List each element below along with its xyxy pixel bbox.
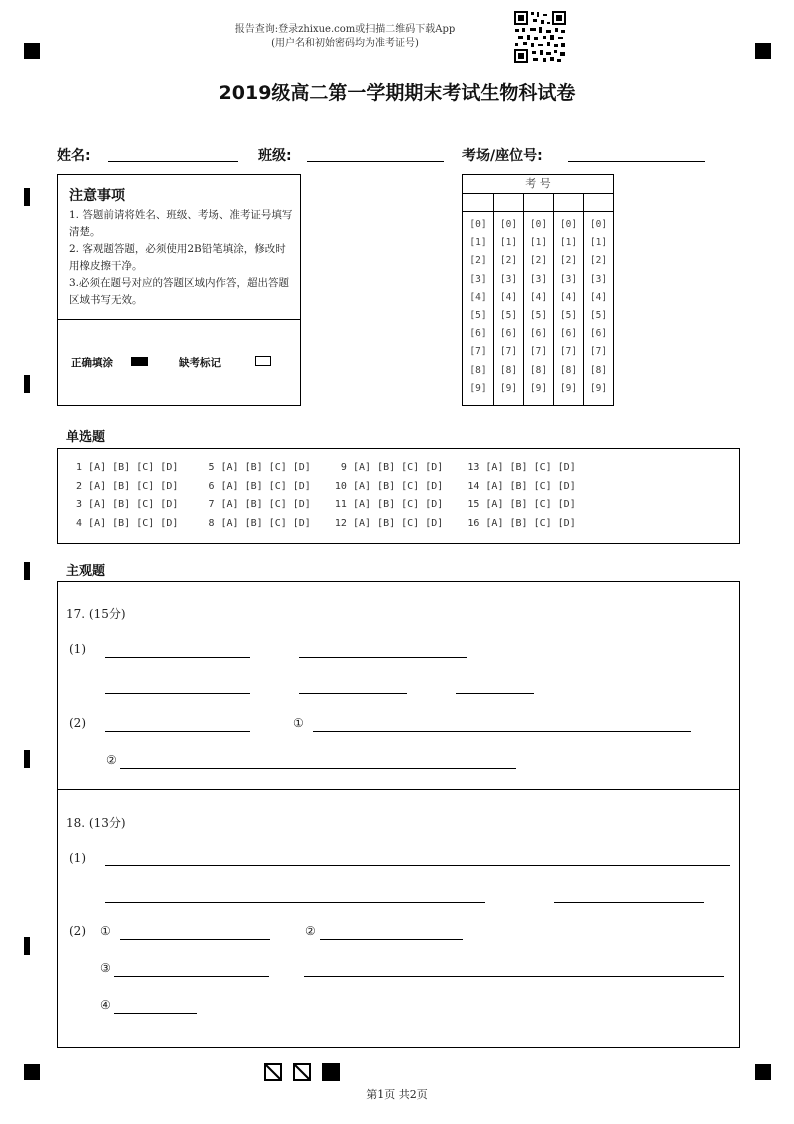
name-field[interactable]	[108, 161, 238, 162]
exam-number-bubble[interactable]: [9]	[469, 382, 487, 394]
answer-line[interactable]	[554, 902, 704, 903]
q17-part1-label: (1)	[69, 642, 86, 656]
notice-title: 注意事项	[69, 188, 125, 204]
q18-circled-2: ②	[305, 924, 316, 938]
exam-number-bubble[interactable]: [0]	[559, 219, 578, 230]
mc-section-title: 单选题	[66, 430, 106, 445]
exam-number-columns	[463, 193, 613, 405]
exam-number-bubble[interactable]: [9]	[499, 382, 518, 394]
absent-checkbox[interactable]	[255, 356, 271, 366]
exam-number-bubble[interactable]: [6]	[499, 328, 518, 340]
corner-mark-tr	[755, 43, 771, 59]
exam-number-bubble[interactable]: [8]	[529, 364, 548, 376]
timing-mark	[24, 937, 30, 955]
notice-item: 1. 答题前请将姓名、班级、考场、准考证号填写清楚。	[69, 209, 293, 238]
exam-number-bubble[interactable]: [5]	[529, 310, 548, 321]
exam-number-bubble[interactable]: [2]	[499, 255, 518, 267]
page-code-mark-empty	[264, 1063, 282, 1081]
exam-number-column	[493, 193, 523, 405]
mc-row[interactable]: 4 [A] [B] [C] [D] 8 [A] [B] [C] [D] 12 [A] [B] [C] [D] 16 [A] [B] [C] [D]	[70, 517, 576, 529]
exam-number-bubble[interactable]: [4]	[589, 291, 608, 303]
q17-circled-2: ②	[106, 753, 117, 767]
answer-line[interactable]	[105, 731, 250, 732]
q18-circled-3: ③	[100, 961, 111, 975]
corner-mark-bl	[24, 1064, 40, 1080]
exam-number-bubble[interactable]: [7]	[469, 346, 487, 358]
exam-number-bubble[interactable]: [6]	[559, 328, 578, 340]
timing-mark	[24, 750, 30, 768]
answer-line[interactable]	[105, 693, 250, 694]
mc-row[interactable]: 2 [A] [B] [C] [D] 6 [A] [B] [C] [D] 10 [A] [B] [C] [D] 14 [A] [B] [C] [D]	[70, 480, 576, 492]
header-line-2: (用户名和初始密码均为准考证号)	[271, 38, 419, 49]
class-label: 班级:	[258, 148, 292, 164]
q17-circled-1: ①	[293, 716, 304, 730]
exam-number-bubble[interactable]: [4]	[469, 291, 487, 303]
q18-heading: 18. (13分)	[66, 816, 126, 830]
exam-number-bubble[interactable]: [9]	[589, 382, 608, 394]
report-query-header	[200, 23, 490, 51]
name-label: 姓名:	[57, 148, 91, 164]
q18-circled-4: ④	[100, 998, 111, 1012]
answer-line[interactable]	[114, 1013, 197, 1014]
answer-line[interactable]	[120, 939, 270, 940]
notice-list	[69, 207, 293, 309]
answer-line[interactable]	[299, 657, 467, 658]
q18-part2-label: (2)	[69, 924, 86, 938]
subjective-section-title: 主观题	[66, 564, 106, 579]
exam-number-bubble[interactable]: [7]	[559, 346, 578, 358]
answer-line[interactable]	[105, 657, 250, 658]
exam-number-bubble[interactable]: [0]	[529, 219, 548, 230]
exam-number-bubble[interactable]: [5]	[589, 310, 608, 321]
exam-number-bubble[interactable]: [2]	[559, 255, 578, 267]
notice-divider	[58, 319, 300, 320]
exam-number-column	[523, 193, 553, 405]
exam-number-bubble[interactable]: [6]	[529, 328, 548, 340]
filled-example-label: 正确填涂	[71, 357, 113, 369]
exam-number-bubble[interactable]: [2]	[589, 255, 608, 267]
page-code-mark-filled	[322, 1063, 340, 1081]
qr-code	[513, 10, 567, 64]
exam-number-bubble[interactable]: [7]	[499, 346, 518, 358]
class-field[interactable]	[307, 161, 444, 162]
exam-number-bubble[interactable]: [3]	[469, 273, 487, 285]
exam-number-bubble[interactable]: [5]	[469, 310, 487, 321]
answer-line[interactable]	[456, 693, 534, 694]
absent-label: 缺考标记	[179, 357, 221, 369]
filled-example-mark	[131, 357, 148, 366]
exam-number-write-box[interactable]	[554, 193, 583, 212]
header-line-1: 报告查询:登录zhixue.com或扫描二维码下载App	[234, 24, 456, 35]
mc-row[interactable]: 3 [A] [B] [C] [D] 7 [A] [B] [C] [D] 11 [A] [B] [C] [D] 15 [A] [B] [C] [D]	[70, 499, 576, 510]
exam-number-bubble[interactable]: [4]	[499, 291, 518, 303]
exam-number-bubble[interactable]: [9]	[559, 382, 578, 394]
seat-field[interactable]	[568, 161, 705, 162]
exam-number-column	[463, 193, 493, 405]
exam-number-bubble[interactable]: [0]	[469, 219, 487, 230]
q17-part2-label: (2)	[69, 716, 86, 730]
q18-circled-1: ①	[100, 924, 111, 938]
exam-number-column	[583, 193, 613, 405]
page-code-mark-empty	[293, 1063, 311, 1081]
mc-row[interactable]: 1 [A] [B] [C] [D] 5 [A] [B] [C] [D] 9 [A] [B] [C] [D] 13 [A] [B] [C] [D]	[70, 462, 576, 473]
exam-number-bubble[interactable]: [7]	[589, 346, 608, 358]
exam-number-column	[553, 193, 583, 405]
question-divider	[58, 789, 739, 790]
corner-mark-tl	[24, 43, 40, 59]
answer-line[interactable]	[313, 731, 691, 732]
exam-number-bubble[interactable]: [1]	[589, 237, 608, 249]
exam-number-bubble[interactable]: [7]	[529, 346, 548, 358]
exam-number-bubble[interactable]: [4]	[559, 291, 578, 303]
exam-number-bubble[interactable]: [8]	[469, 364, 487, 376]
answer-line[interactable]	[120, 768, 516, 769]
page-title: 2019级高二第一学期期末考试生物科试卷	[218, 82, 576, 104]
exam-number-bubble[interactable]: [5]	[499, 310, 518, 321]
notice-item: 3.必须在题号对应的答题区域内作答，超出答题区域书写无效。	[69, 277, 290, 306]
exam-number-write-box[interactable]	[494, 193, 523, 212]
answer-line[interactable]	[105, 902, 485, 903]
exam-number-bubble[interactable]: [0]	[589, 219, 608, 230]
exam-number-bubble[interactable]: [3]	[589, 273, 608, 285]
exam-number-bubble[interactable]: [6]	[469, 328, 487, 340]
answer-line[interactable]	[304, 976, 724, 977]
exam-number-bubble[interactable]: [1]	[529, 237, 548, 249]
mc-answer-box	[57, 448, 740, 544]
exam-number-write-box[interactable]	[524, 193, 553, 212]
exam-number-label: 考 号	[463, 175, 613, 194]
timing-mark	[24, 562, 30, 580]
seat-label: 考场/座位号:	[462, 148, 543, 164]
exam-number-bubble[interactable]: [8]	[559, 364, 578, 376]
exam-number-bubble[interactable]: [6]	[589, 328, 608, 340]
exam-number-bubble[interactable]: [1]	[559, 237, 578, 249]
exam-number-bubble[interactable]: [8]	[499, 364, 518, 376]
exam-number-write-box[interactable]	[584, 193, 613, 212]
exam-number-bubble[interactable]: [4]	[529, 291, 548, 303]
exam-number-bubble[interactable]: [2]	[469, 255, 487, 267]
exam-number-bubble[interactable]: [1]	[469, 237, 487, 249]
notice-box	[57, 174, 301, 406]
exam-number-bubble[interactable]: [1]	[499, 237, 518, 249]
exam-number-bubble[interactable]: [3]	[559, 273, 578, 285]
q17-heading: 17. (15分)	[66, 607, 126, 621]
exam-number-bubble[interactable]: [3]	[529, 273, 548, 285]
exam-number-bubble[interactable]: [0]	[499, 219, 518, 230]
answer-line[interactable]	[320, 939, 463, 940]
q18-part1-label: (1)	[69, 851, 86, 865]
answer-line[interactable]	[299, 693, 407, 694]
exam-number-bubble[interactable]: [2]	[529, 255, 548, 267]
subjective-answer-box	[57, 581, 740, 1048]
exam-number-bubble[interactable]: [3]	[499, 273, 518, 285]
exam-number-bubble[interactable]: [9]	[529, 382, 548, 394]
notice-item: 2. 客观题答题，必须使用2B铅笔填涂，修改时用橡皮擦干净。	[69, 243, 286, 272]
page-number: 第1页 共2页	[366, 1088, 428, 1101]
exam-number-bubble[interactable]: [5]	[559, 310, 578, 321]
exam-number-bubble[interactable]: [8]	[589, 364, 608, 376]
corner-mark-br	[755, 1064, 771, 1080]
exam-number-write-box[interactable]	[463, 193, 493, 212]
mc-rows	[70, 459, 576, 533]
timing-mark	[24, 375, 30, 393]
exam-number-grid	[462, 174, 614, 406]
answer-line[interactable]	[114, 976, 269, 977]
timing-mark	[24, 188, 30, 206]
answer-line[interactable]	[105, 865, 730, 866]
